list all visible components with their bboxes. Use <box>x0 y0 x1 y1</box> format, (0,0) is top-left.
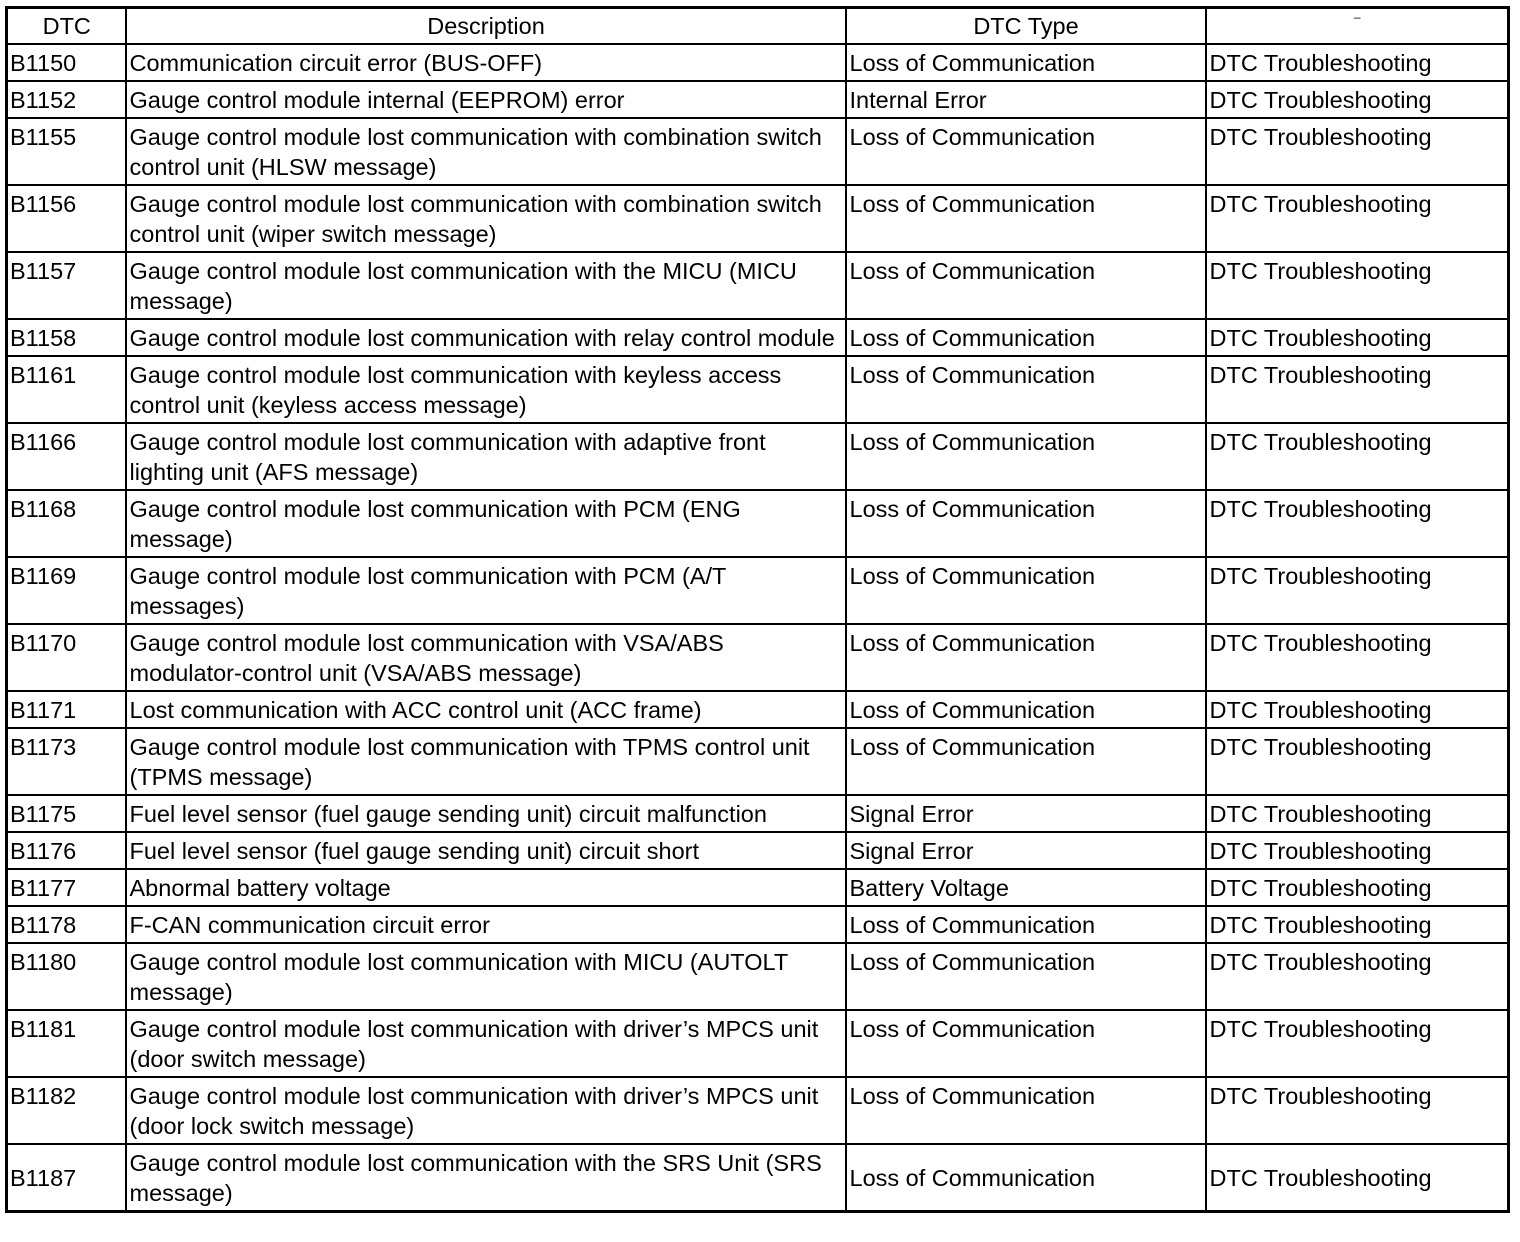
description-cell: Gauge control module lost communication with VSA/ABS modulator-control unit (VSA/ABS message) <box>126 624 846 691</box>
description-cell: Gauge control module lost communication with TPMS control unit (TPMS message) <box>126 728 846 795</box>
dtc-code-cell: B1150 <box>7 44 126 81</box>
troubleshooting-link[interactable]: DTC Troubleshooting <box>1206 81 1509 118</box>
description-cell: Gauge control module lost communication with driver’s MPCS unit (door lock switch message) <box>126 1077 846 1144</box>
troubleshooting-link[interactable]: DTC Troubleshooting <box>1206 185 1509 252</box>
dtc-type-cell: Signal Error <box>846 795 1206 832</box>
dtc-code-cell: B1178 <box>7 906 126 943</box>
description-cell: F-CAN communication circuit error <box>126 906 846 943</box>
description-cell: Fuel level sensor (fuel gauge sending unit) circuit malfunction <box>126 795 846 832</box>
table-row <box>7 624 1509 691</box>
description-cell: Gauge control module internal (EEPROM) error <box>126 81 846 118</box>
troubleshooting-link[interactable]: DTC Troubleshooting <box>1206 1077 1509 1144</box>
dtc-type-cell: Loss of Communication <box>846 691 1206 728</box>
table-row <box>7 81 1509 118</box>
troubleshooting-link[interactable]: DTC Troubleshooting <box>1206 252 1509 319</box>
dtc-code-cell: B1152 <box>7 81 126 118</box>
troubleshooting-link[interactable]: DTC Troubleshooting <box>1206 943 1509 1010</box>
table-row <box>7 795 1509 832</box>
table-row <box>7 1010 1509 1077</box>
dtc-code-cell: B1187 <box>7 1144 126 1212</box>
description-cell: Abnormal battery voltage <box>126 869 846 906</box>
troubleshooting-link[interactable]: DTC Troubleshooting <box>1206 795 1509 832</box>
header-description: Description <box>126 8 846 45</box>
table-row <box>7 906 1509 943</box>
troubleshooting-link[interactable]: DTC Troubleshooting <box>1206 728 1509 795</box>
header-reference: – <box>1206 8 1509 45</box>
dtc-type-cell: Loss of Communication <box>846 252 1206 319</box>
troubleshooting-link[interactable]: DTC Troubleshooting <box>1206 1010 1509 1077</box>
dtc-type-cell: Loss of Communication <box>846 906 1206 943</box>
dtc-code-cell: B1161 <box>7 356 126 423</box>
dtc-code-cell: B1170 <box>7 624 126 691</box>
troubleshooting-link[interactable]: DTC Troubleshooting <box>1206 832 1509 869</box>
dtc-type-cell: Loss of Communication <box>846 319 1206 356</box>
table-header-row <box>7 8 1509 45</box>
dtc-type-cell: Signal Error <box>846 832 1206 869</box>
dtc-type-cell: Loss of Communication <box>846 356 1206 423</box>
dtc-code-cell: B1157 <box>7 252 126 319</box>
description-cell: Gauge control module lost communication with the MICU (MICU message) <box>126 252 846 319</box>
table-row <box>7 691 1509 728</box>
dtc-type-cell: Loss of Communication <box>846 423 1206 490</box>
dtc-type-cell: Loss of Communication <box>846 943 1206 1010</box>
description-cell: Gauge control module lost communication with PCM (ENG message) <box>126 490 846 557</box>
table-row <box>7 943 1509 1010</box>
table-row <box>7 423 1509 490</box>
dtc-code-cell: B1156 <box>7 185 126 252</box>
troubleshooting-link[interactable]: DTC Troubleshooting <box>1206 423 1509 490</box>
troubleshooting-link[interactable]: DTC Troubleshooting <box>1206 691 1509 728</box>
troubleshooting-link[interactable]: DTC Troubleshooting <box>1206 624 1509 691</box>
dtc-type-cell: Loss of Communication <box>846 728 1206 795</box>
dtc-type-cell: Loss of Communication <box>846 1010 1206 1077</box>
dtc-code-cell: B1169 <box>7 557 126 624</box>
header-dtc: DTC <box>7 8 126 45</box>
table-row <box>7 557 1509 624</box>
troubleshooting-link[interactable]: DTC Troubleshooting <box>1206 1144 1509 1212</box>
troubleshooting-link[interactable]: DTC Troubleshooting <box>1206 906 1509 943</box>
dtc-code-cell: B1158 <box>7 319 126 356</box>
description-cell: Gauge control module lost communication with PCM (A/T messages) <box>126 557 846 624</box>
troubleshooting-link[interactable]: DTC Troubleshooting <box>1206 118 1509 185</box>
dtc-code-cell: B1176 <box>7 832 126 869</box>
description-cell: Fuel level sensor (fuel gauge sending unit) circuit short <box>126 832 846 869</box>
table-body <box>7 44 1509 1212</box>
troubleshooting-link[interactable]: DTC Troubleshooting <box>1206 557 1509 624</box>
dtc-code-cell: B1182 <box>7 1077 126 1144</box>
description-cell: Gauge control module lost communication with the SRS Unit (SRS message) <box>126 1144 846 1212</box>
dtc-table <box>5 6 1510 1213</box>
description-cell: Gauge control module lost communication with adaptive front lighting unit (AFS message) <box>126 423 846 490</box>
dtc-code-cell: B1177 <box>7 869 126 906</box>
dtc-code-cell: B1171 <box>7 691 126 728</box>
dtc-type-cell: Loss of Communication <box>846 1144 1206 1212</box>
table-row <box>7 44 1509 81</box>
troubleshooting-link[interactable]: DTC Troubleshooting <box>1206 356 1509 423</box>
table-row <box>7 1144 1509 1212</box>
dtc-code-cell: B1175 <box>7 795 126 832</box>
dtc-type-cell: Loss of Communication <box>846 118 1206 185</box>
dtc-type-cell: Internal Error <box>846 81 1206 118</box>
description-cell: Gauge control module lost communication with relay control module <box>126 319 846 356</box>
table-row <box>7 356 1509 423</box>
dtc-code-cell: B1181 <box>7 1010 126 1077</box>
troubleshooting-link[interactable]: DTC Troubleshooting <box>1206 490 1509 557</box>
dtc-type-cell: Loss of Communication <box>846 44 1206 81</box>
troubleshooting-link[interactable]: DTC Troubleshooting <box>1206 44 1509 81</box>
dtc-code-cell: B1166 <box>7 423 126 490</box>
header-dtc-type: DTC Type <box>846 8 1206 45</box>
troubleshooting-link[interactable]: DTC Troubleshooting <box>1206 869 1509 906</box>
description-cell: Gauge control module lost communication with combination switch control unit (wiper switch message) <box>126 185 846 252</box>
description-cell: Gauge control module lost communication with driver’s MPCS unit (door switch message) <box>126 1010 846 1077</box>
dtc-type-cell: Loss of Communication <box>846 557 1206 624</box>
table-row <box>7 252 1509 319</box>
troubleshooting-link[interactable]: DTC Troubleshooting <box>1206 319 1509 356</box>
table-row <box>7 832 1509 869</box>
description-cell: Lost communication with ACC control unit (ACC frame) <box>126 691 846 728</box>
dtc-code-cell: B1155 <box>7 118 126 185</box>
dtc-type-cell: Loss of Communication <box>846 490 1206 557</box>
dtc-code-cell: B1180 <box>7 943 126 1010</box>
table-row <box>7 869 1509 906</box>
description-cell: Gauge control module lost communication with MICU (AUTOLT message) <box>126 943 846 1010</box>
table-row <box>7 185 1509 252</box>
dtc-code-cell: B1173 <box>7 728 126 795</box>
description-cell: Communication circuit error (BUS-OFF) <box>126 44 846 81</box>
table-row <box>7 118 1509 185</box>
dtc-type-cell: Loss of Communication <box>846 624 1206 691</box>
table-row <box>7 728 1509 795</box>
description-cell: Gauge control module lost communication with combination switch control unit (HLSW message) <box>126 118 846 185</box>
table-row <box>7 1077 1509 1144</box>
dtc-type-cell: Loss of Communication <box>846 185 1206 252</box>
table-row <box>7 490 1509 557</box>
description-cell: Gauge control module lost communication with keyless access control unit (keyless access message) <box>126 356 846 423</box>
dtc-type-cell: Battery Voltage <box>846 869 1206 906</box>
dtc-code-cell: B1168 <box>7 490 126 557</box>
table-row <box>7 319 1509 356</box>
dtc-type-cell: Loss of Communication <box>846 1077 1206 1144</box>
